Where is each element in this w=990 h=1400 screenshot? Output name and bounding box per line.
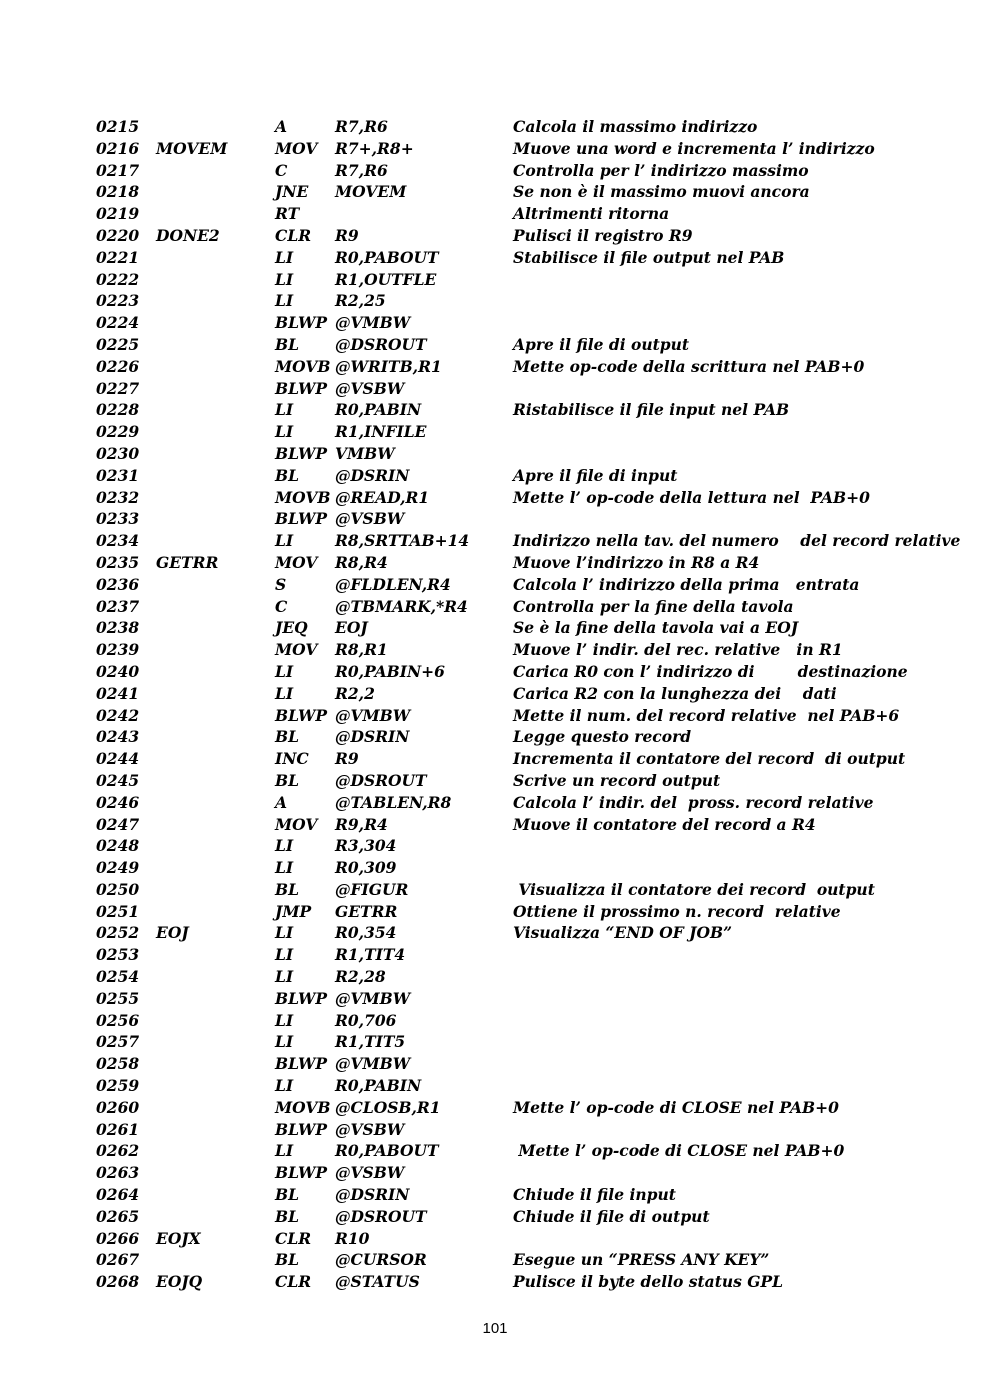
operand-field: @FIGUR (335, 879, 409, 899)
line-number: 0223 (96, 291, 140, 311)
line-number: 0261 (96, 1119, 140, 1139)
code-line (0, 944, 990, 966)
comment-field: Mette l’ op-code della lettura nel PAB+0 (513, 487, 870, 507)
line-number: 0268 (96, 1272, 140, 1292)
comment-field: Visualizza “END OF JOB” (513, 923, 732, 943)
comment-field: Controlla per la fine della tavola (513, 596, 794, 616)
opcode-field: BL (275, 1185, 299, 1205)
line-number: 0241 (96, 683, 140, 703)
operand-field: R8,R1 (335, 640, 388, 660)
opcode-field: CLR (275, 1228, 312, 1248)
operand-field: R1,INFILE (335, 422, 427, 442)
line-number: 0234 (96, 531, 140, 551)
opcode-field: LI (275, 967, 294, 987)
code-line (0, 356, 990, 378)
line-number: 0232 (96, 487, 140, 507)
code-line (0, 1249, 990, 1271)
line-number: 0251 (96, 901, 140, 921)
operand-field: @DSRIN (335, 727, 410, 747)
line-number: 0250 (96, 879, 140, 899)
comment-field: Controlla per l’ indirizzo massimo (513, 160, 809, 180)
opcode-field: BLWP (275, 1163, 328, 1183)
line-number: 0258 (96, 1054, 140, 1074)
opcode-field: BL (275, 727, 299, 747)
code-line (0, 966, 990, 988)
code-line (0, 617, 990, 639)
line-number: 0229 (96, 422, 140, 442)
opcode-field: MOVB (275, 1097, 331, 1117)
line-number: 0227 (96, 378, 140, 398)
opcode-field: BL (275, 334, 299, 354)
operand-field: @CLOSB,R1 (335, 1097, 441, 1117)
comment-field: Chiude il file di output (513, 1206, 710, 1226)
opcode-field: LI (275, 1141, 294, 1161)
opcode-field: INC (275, 749, 309, 769)
opcode-field: C (275, 596, 288, 616)
line-number: 0222 (96, 269, 140, 289)
operand-field: GETRR (335, 901, 398, 921)
operand-field: R7,R6 (335, 160, 388, 180)
code-line (0, 726, 990, 748)
code-line (0, 225, 990, 247)
opcode-field: CLR (275, 225, 312, 245)
operand-field: R2,25 (335, 291, 386, 311)
code-line (0, 835, 990, 857)
code-line (0, 552, 990, 574)
line-number: 0219 (96, 204, 140, 224)
opcode-field: BL (275, 879, 299, 899)
code-line (0, 901, 990, 923)
line-number: 0264 (96, 1185, 140, 1205)
comment-field: Altrimenti ritorna (513, 204, 670, 224)
opcode-field: LI (275, 661, 294, 681)
operand-field: @VSBW (335, 509, 405, 529)
operand-field: R0,PABIN (335, 1076, 422, 1096)
code-line (0, 574, 990, 596)
code-line (0, 334, 990, 356)
operand-field: @VSBW (335, 1163, 405, 1183)
operand-field: R3,304 (335, 836, 397, 856)
opcode-field: LI (275, 422, 294, 442)
page-number: 101 (482, 1320, 508, 1337)
code-line (0, 857, 990, 879)
operand-field: R9,R4 (335, 814, 388, 834)
line-number: 0215 (96, 117, 140, 136)
operand-field: @VMBW (335, 705, 411, 725)
opcode-field: BLWP (275, 988, 328, 1008)
comment-field: Calcola l’ indirizzo della prima entrata (513, 574, 860, 594)
code-line (0, 1010, 990, 1032)
comment-field: Ottiene il prossimo n. record relative (513, 901, 841, 921)
comment-field: Apre il file di output (513, 334, 690, 354)
operand-field: @WRITB,R1 (335, 356, 442, 376)
comment-field: Stabilisce il file output nel PAB (513, 247, 785, 267)
line-number: 0231 (96, 465, 140, 485)
line-number: 0230 (96, 443, 140, 463)
comment-field: Indirizzo nella tav. del numero del record relative (513, 531, 961, 551)
opcode-field: A (275, 792, 288, 812)
comment-field: Ristabilisce il file input nel PAB (513, 400, 790, 420)
line-number: 0242 (96, 705, 140, 725)
code-line (0, 290, 990, 312)
code-line (0, 181, 990, 203)
comment-field: Se non è il massimo muovi ancora (513, 182, 810, 202)
opcode-field: RT (275, 204, 300, 224)
opcode-field: BL (275, 1206, 299, 1226)
operand-field: R1,OUTFLE (335, 269, 437, 289)
code-line (0, 922, 990, 944)
code-line (0, 683, 990, 705)
opcode-field: A (275, 117, 288, 136)
label-field: MOVEM (156, 138, 228, 158)
operand-field: R7+,R8+ (335, 138, 414, 158)
opcode-field: MOV (275, 138, 318, 158)
line-number: 0236 (96, 574, 140, 594)
line-number: 0254 (96, 967, 140, 987)
code-line (0, 378, 990, 400)
code-line (0, 138, 990, 160)
opcode-field: LI (275, 247, 294, 267)
code-line (0, 247, 990, 269)
comment-field: Chiude il file input (513, 1185, 676, 1205)
code-line (0, 988, 990, 1010)
operand-field: R8,SRTTAB+14 (335, 531, 470, 551)
code-line (0, 312, 990, 334)
comment-field: Muove il contatore del record a R4 (513, 814, 816, 834)
opcode-field: JNE (275, 182, 309, 202)
operand-field: @DSRIN (335, 1185, 410, 1205)
code-line (0, 203, 990, 225)
comment-field: Incrementa il contatore del record di output (513, 749, 906, 769)
comment-field: Pulisci il registro R9 (513, 225, 693, 245)
code-line (0, 1075, 990, 1097)
operand-field: R2,28 (335, 967, 386, 987)
operand-field: @DSROUT (335, 770, 427, 790)
line-number: 0247 (96, 814, 140, 834)
opcode-field: MOV (275, 814, 318, 834)
line-number: 0224 (96, 313, 140, 333)
comment-field: Se è la fine della tavola vai a EOJ (513, 618, 799, 638)
opcode-field: MOVB (275, 487, 331, 507)
comment-field: Calcola il massimo indirizzo (513, 117, 758, 136)
line-number: 0239 (96, 640, 140, 660)
code-line (0, 269, 990, 291)
opcode-field: MOVB (275, 356, 331, 376)
operand-field: R0,354 (335, 923, 397, 943)
code-line (0, 465, 990, 487)
code-line (0, 1206, 990, 1228)
line-number: 0249 (96, 858, 140, 878)
comment-field: Apre il file di input (513, 465, 678, 485)
opcode-field: BLWP (275, 705, 328, 725)
opcode-field: LI (275, 400, 294, 420)
line-number: 0244 (96, 749, 140, 769)
line-number: 0228 (96, 400, 140, 420)
opcode-field: LI (275, 945, 294, 965)
line-number: 0260 (96, 1097, 140, 1117)
line-number: 0252 (96, 923, 140, 943)
line-number: 0218 (96, 182, 140, 202)
comment-field: Muove l’indirizzo in R8 a R4 (513, 552, 760, 572)
code-line (0, 1140, 990, 1162)
operand-field: @VMBW (335, 1054, 411, 1074)
opcode-field: BL (275, 1250, 299, 1270)
opcode-field: BLWP (275, 378, 328, 398)
operand-field: R0,PABOUT (335, 247, 439, 267)
operand-field: @VMBW (335, 988, 411, 1008)
code-line (0, 792, 990, 814)
line-number: 0262 (96, 1141, 140, 1161)
operand-field: R0,PABIN (335, 400, 422, 420)
line-number: 0245 (96, 770, 140, 790)
comment-field: Muove l’ indir. del rec. relative in R1 (513, 640, 843, 660)
label-field: EOJX (156, 1228, 201, 1248)
line-number: 0248 (96, 836, 140, 856)
opcode-field: BLWP (275, 313, 328, 333)
opcode-field: CLR (275, 1272, 312, 1292)
operand-field: R1,TIT5 (335, 1032, 406, 1052)
operand-field: @VSBW (335, 378, 405, 398)
line-number: 0216 (96, 138, 140, 158)
line-number: 0265 (96, 1206, 140, 1226)
operand-field: R0,PABIN+6 (335, 661, 445, 681)
label-field: GETRR (156, 552, 219, 572)
code-line (0, 487, 990, 509)
code-line (0, 596, 990, 618)
opcode-field: BLWP (275, 1054, 328, 1074)
comment-field: Muove una word e incrementa l’ indirizzo (513, 138, 875, 158)
operand-field: R0,309 (335, 858, 397, 878)
operand-field: R1,TIT4 (335, 945, 406, 965)
code-line (0, 530, 990, 552)
line-number: 0238 (96, 618, 140, 638)
line-number: 0267 (96, 1250, 140, 1270)
opcode-field: JEQ (275, 618, 308, 638)
comment-field: Pulisce il byte dello status GPL (513, 1272, 784, 1292)
label-field: EOJQ (156, 1272, 203, 1292)
opcode-field: LI (275, 923, 294, 943)
opcode-field: C (275, 160, 288, 180)
comment-field: Scrive un record output (513, 770, 721, 790)
operand-field: VMBW (335, 443, 395, 463)
comment-field: Calcola l’ indir. del pross. record relative (513, 792, 874, 812)
comment-field: Mette l’ op-code di CLOSE nel PAB+0 (513, 1141, 845, 1161)
code-line (0, 1119, 990, 1141)
comment-field: Carica R0 con l’ indirizzo di destinazione (513, 661, 908, 681)
operand-field: R0,PABOUT (335, 1141, 439, 1161)
comment-field: Legge questo record (513, 727, 692, 747)
opcode-field: BL (275, 770, 299, 790)
code-line (0, 1271, 990, 1293)
code-line (0, 160, 990, 182)
opcode-field: LI (275, 1032, 294, 1052)
code-line (0, 399, 990, 421)
operand-field: @TABLEN,R8 (335, 792, 452, 812)
operand-field: MOVEM (335, 182, 407, 202)
opcode-field: MOV (275, 640, 318, 660)
opcode-field: LI (275, 1076, 294, 1096)
code-line (0, 1097, 990, 1119)
line-number: 0233 (96, 509, 140, 529)
opcode-field: LI (275, 836, 294, 856)
line-number: 0240 (96, 661, 140, 681)
operand-field: R9 (335, 749, 359, 769)
line-number: 0243 (96, 727, 140, 747)
opcode-field: BLWP (275, 443, 328, 463)
operand-field: R7,R6 (335, 117, 388, 136)
code-line (0, 879, 990, 901)
line-number: 0217 (96, 160, 140, 180)
label-field: EOJ (156, 923, 189, 943)
operand-field: R10 (335, 1228, 370, 1248)
code-line (0, 1031, 990, 1053)
operand-field: @TBMARK,*R4 (335, 596, 468, 616)
code-line (0, 705, 990, 727)
code-line (0, 421, 990, 443)
code-line (0, 443, 990, 465)
opcode-field: BLWP (275, 1119, 328, 1139)
line-number: 0226 (96, 356, 140, 376)
line-number: 0256 (96, 1010, 140, 1030)
line-number: 0246 (96, 792, 140, 812)
operand-field: R8,R4 (335, 552, 388, 572)
code-line (0, 1228, 990, 1250)
opcode-field: MOV (275, 552, 318, 572)
code-line (0, 814, 990, 836)
code-line (0, 1162, 990, 1184)
operand-field: R0,706 (335, 1010, 397, 1030)
code-line (0, 639, 990, 661)
code-line (0, 1053, 990, 1075)
line-number: 0221 (96, 247, 140, 267)
opcode-field: LI (275, 683, 294, 703)
code-line (0, 508, 990, 530)
code-line (0, 748, 990, 770)
operand-field: @STATUS (335, 1272, 420, 1292)
comment-field: Mette il num. del record relative nel PAB+6 (513, 705, 900, 725)
line-number: 0220 (96, 225, 140, 245)
comment-field: Esegue un “PRESS ANY KEY” (513, 1250, 770, 1270)
opcode-field: LI (275, 1010, 294, 1030)
opcode-field: LI (275, 291, 294, 311)
line-number: 0237 (96, 596, 140, 616)
code-line (0, 116, 990, 138)
line-number: 0266 (96, 1228, 140, 1248)
operand-field: @VSBW (335, 1119, 405, 1139)
comment-field: Visualizza il contatore dei record output (513, 879, 875, 899)
line-number: 0257 (96, 1032, 140, 1052)
opcode-field: LI (275, 531, 294, 551)
code-line (0, 661, 990, 683)
operand-field: @FLDLEN,R4 (335, 574, 451, 594)
opcode-field: BL (275, 465, 299, 485)
comment-field: Mette l’ op-code di CLOSE nel PAB+0 (513, 1097, 839, 1117)
label-field: DONE2 (156, 225, 220, 245)
comment-field: Carica R2 con la lunghezza dei dati (513, 683, 837, 703)
opcode-field: LI (275, 858, 294, 878)
line-number: 0255 (96, 988, 140, 1008)
operand-field: @VMBW (335, 313, 411, 333)
code-line (0, 770, 990, 792)
operand-field: R2,2 (335, 683, 375, 703)
operand-field: @READ,R1 (335, 487, 430, 507)
line-number: 0253 (96, 945, 140, 965)
line-number: 0225 (96, 334, 140, 354)
line-number: 0235 (96, 552, 140, 572)
opcode-field: S (275, 574, 287, 594)
operand-field: R9 (335, 225, 359, 245)
operand-field: @DSROUT (335, 334, 427, 354)
line-number: 0259 (96, 1076, 140, 1096)
opcode-field: LI (275, 269, 294, 289)
line-number: 0263 (96, 1163, 140, 1183)
operand-field: @CURSOR (335, 1250, 427, 1270)
operand-field: EOJ (335, 618, 368, 638)
operand-field: @DSROUT (335, 1206, 427, 1226)
code-listing (0, 116, 990, 1293)
opcode-field: BLWP (275, 509, 328, 529)
opcode-field: JMP (275, 901, 312, 921)
comment-field: Mette op-code della scrittura nel PAB+0 (513, 356, 865, 376)
operand-field: @DSRIN (335, 465, 410, 485)
code-line (0, 1184, 990, 1206)
